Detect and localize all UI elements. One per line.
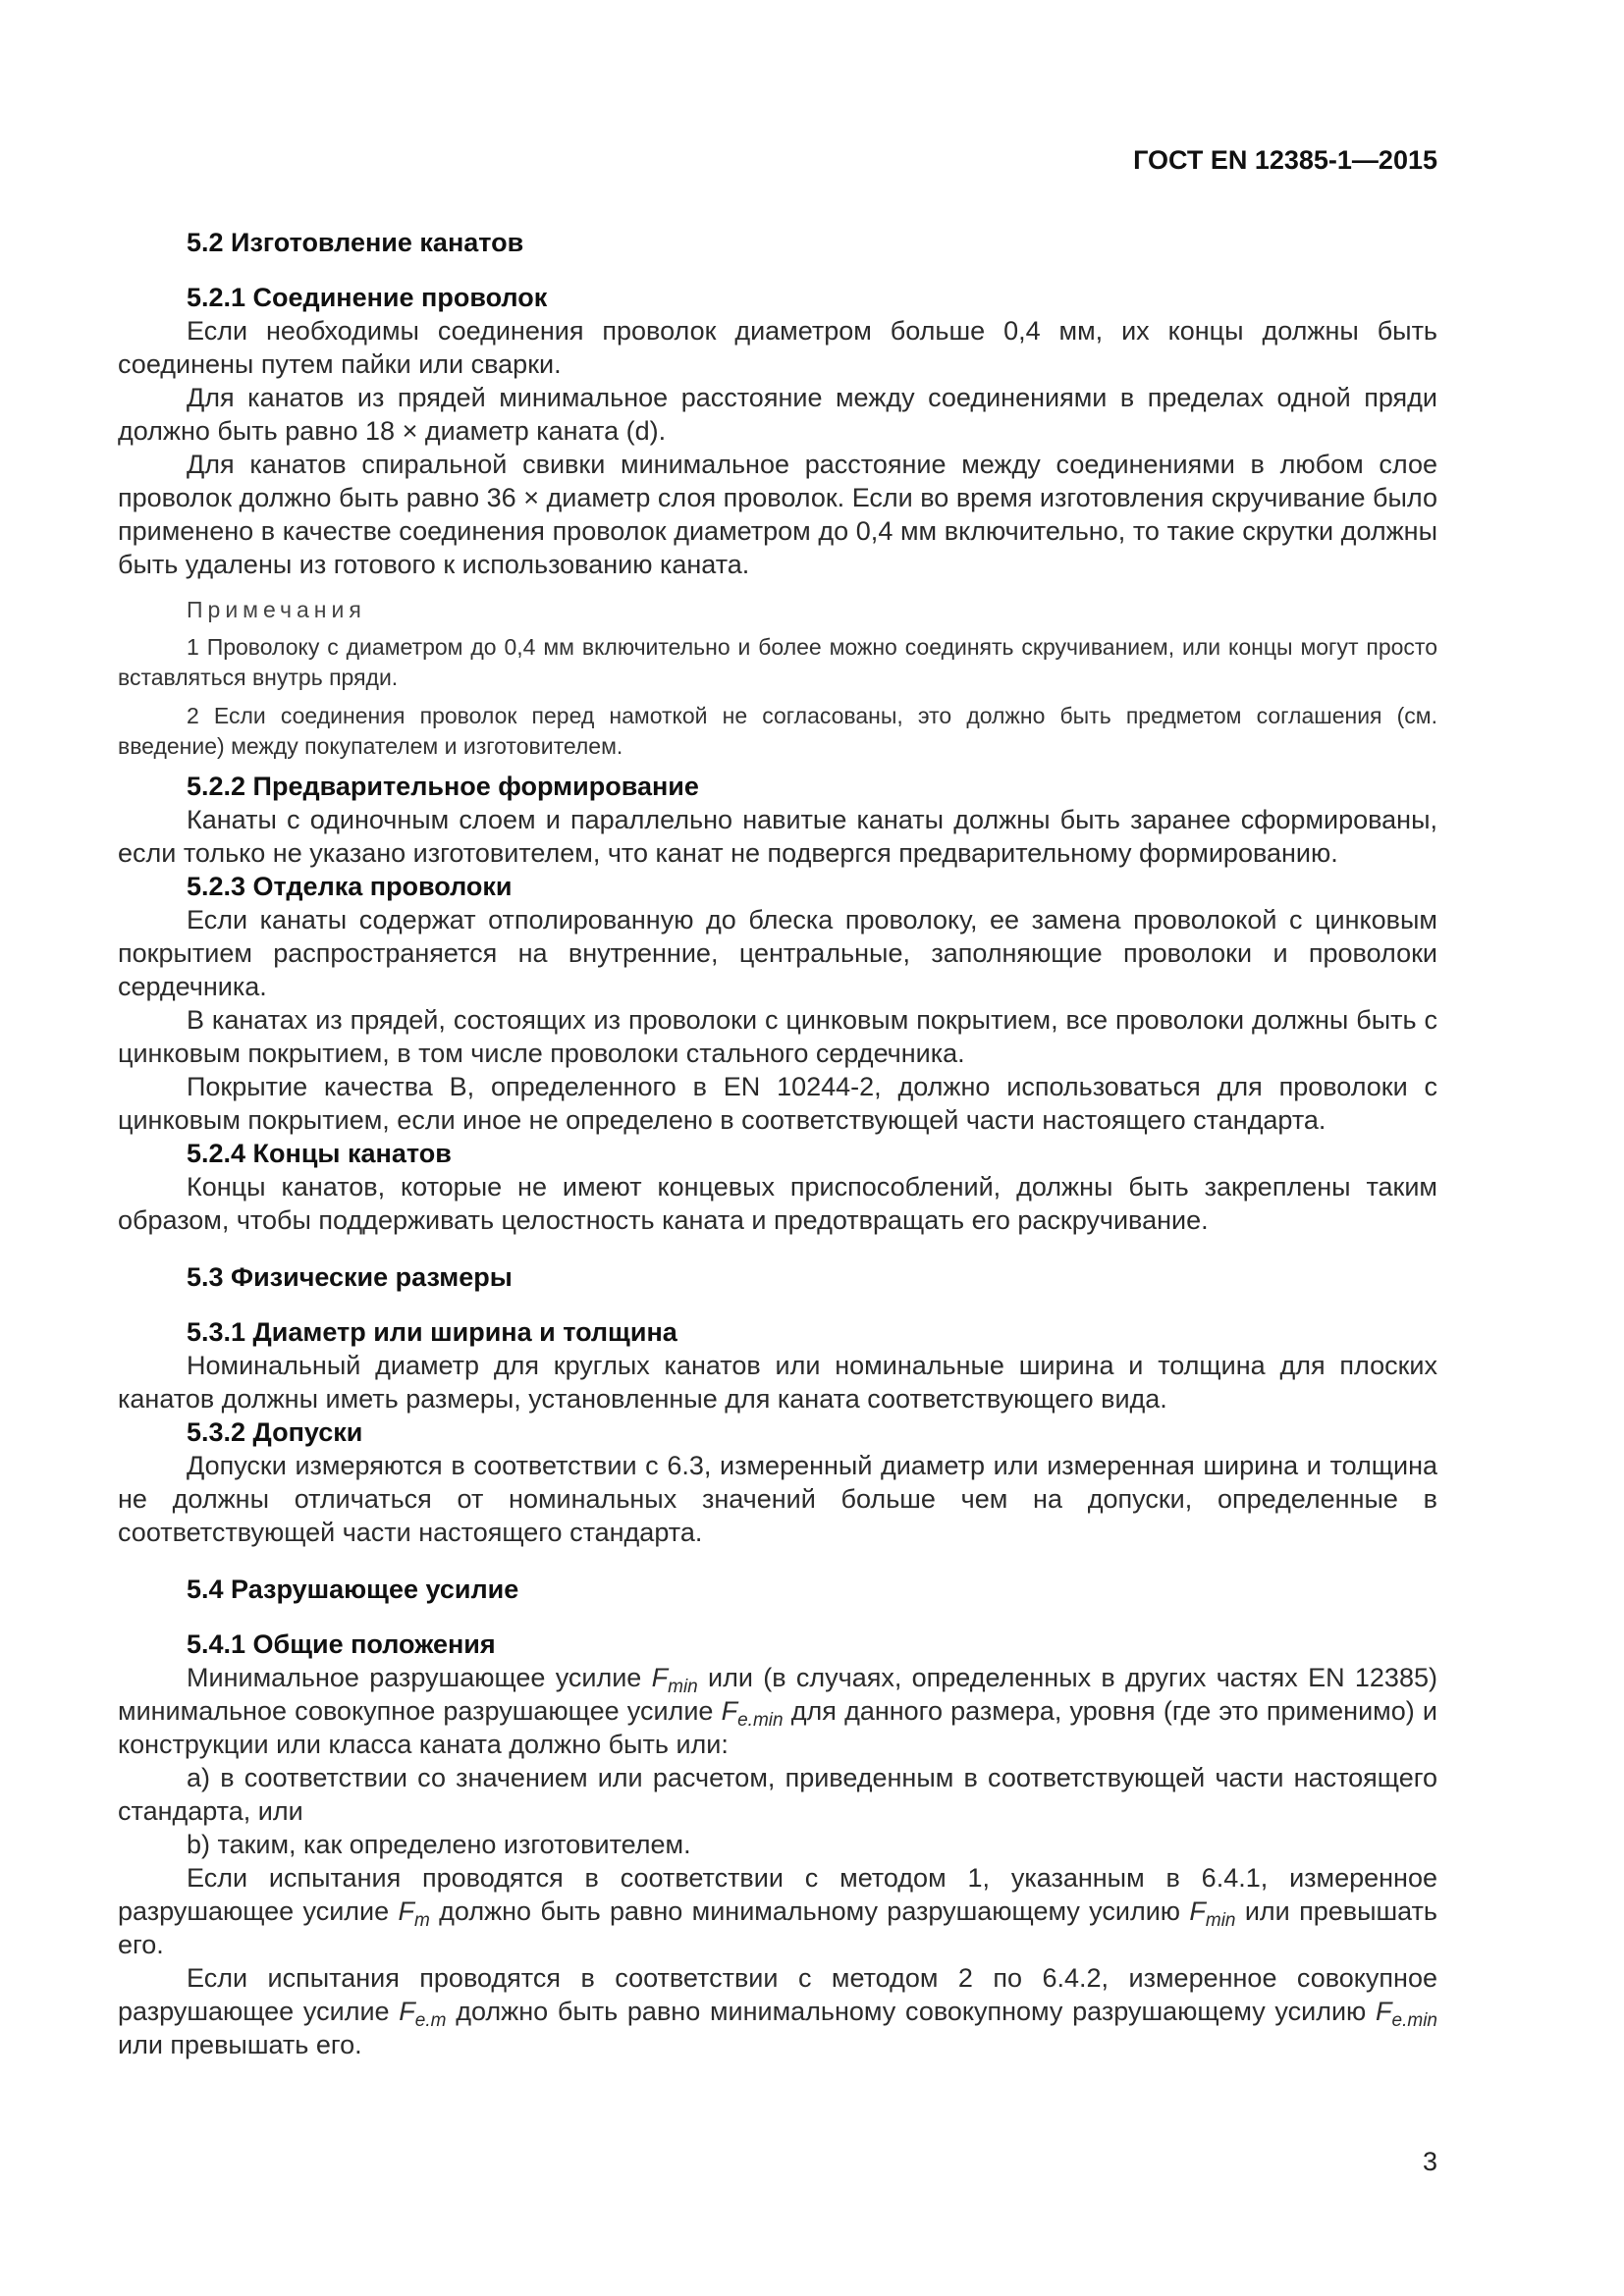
text-run: должно быть равно минимальному совокупному разрушающему усилию (446, 1997, 1377, 2026)
note-1: 1 Проволоку с диаметром до 0,4 мм включительно и более можно соединять скручиванием, или концы могут просто вставляться внутрь пряди. (118, 634, 1437, 690)
paragraph: Если канаты содержат отполированную до блеска проволоку, ее замена проволокой с цинковым покрытием распространяется на внутренние, центральные, заполняющие проволоки и проволоки сердечника. (118, 905, 1437, 1001)
page-number: 3 (1422, 2147, 1437, 2176)
paragraph: В канатах из прядей, состоящих из проволоки с цинковым покрытием, все проволоки должны быть с цинковым покрытием, в том числе проволоки стального сердечника. (118, 1005, 1437, 1068)
text-run: для данного размера, уровня (где это применимо) и конструкции или класса каната должно быть или: (118, 1696, 1437, 1759)
symbol-f: F (651, 1663, 669, 1692)
text-run: Если испытания проводятся в соответствии с методом 1, указанным в 6.4.1, измеренное разрушающее усилие (118, 1863, 1437, 1926)
list-item-a: a) в соответствии со значением или расчетом, приведенным в соответствующей части настоящего стандарта, или (118, 1763, 1437, 1826)
paragraph: Для канатов спиральной свивки минимальное расстояние между соединениями в любом слое проволок должно быть равно 36 × диаметр слоя проволок. Если во время изготовления скручивание было применено в качестве соединения проволок диаметром до 0,4 мм включительно, то такие скрутки должны быть удалены из готового к использованию каната. (118, 450, 1437, 579)
symbol-f: F (1376, 1997, 1392, 2026)
text-run: или превышать его. (118, 2030, 362, 2059)
paragraph-method-1 (118, 1861, 1437, 1961)
paragraph: Для канатов из прядей минимальное расстояние между соединениями в пределах одной пряди должно быть равно 18 × диаметр каната (d). (118, 383, 1437, 446)
symbol-f: F (1189, 1896, 1206, 1926)
section-title-5-3: 5.3 Физические размеры (187, 1262, 513, 1292)
paragraph: Если необходимы соединения проволок диаметром больше 0,4 мм, их концы должны быть соединены путем пайки или сварки. (118, 316, 1437, 379)
document-body (118, 226, 1437, 2061)
notes-heading: Примечания (187, 597, 366, 622)
text-run: Минимальное разрушающее усилие (187, 1663, 652, 1692)
subsection-title-5-3-2: 5.3.2 Допуски (187, 1417, 363, 1447)
spacer (118, 1237, 1437, 1260)
symbol-f: F (398, 1896, 414, 1926)
note-2: 2 Если соединения проволок перед намоткой не согласованы, это должно быть предметом соглашения (см. введение) между покупателем и изготовителем. (118, 703, 1437, 759)
subsection-title-5-2-1: 5.2.1 Соединение проволок (187, 283, 548, 312)
paragraph: Покрытие качества B, определенного в EN 10244-2, должно использоваться для проволоки с цинковым покрытием, если иное не определено в соответствующей части настоящего стандарта. (118, 1072, 1437, 1135)
subscript: e.min (1391, 2010, 1437, 2031)
paragraph-method-2 (118, 1961, 1437, 2061)
subsection-title-5-2-2: 5.2.2 Предварительное формирование (187, 772, 699, 801)
section-title-5-4: 5.4 Разрушающее усилие (187, 1575, 519, 1604)
paragraph: Канаты с одиночным слоем и параллельно навитые канаты должны быть заранее сформированы, если только не указано изготовителем, что канат не подвергся предварительному формированию. (118, 805, 1437, 868)
symbol-f: F (721, 1696, 738, 1726)
paragraph: Номинальный диаметр для круглых канатов или номинальные ширина и толщина для плоских канатов должны иметь размеры, установленные для каната соответствующего вида. (118, 1351, 1437, 1414)
subsection-title-5-4-1: 5.4.1 Общие положения (187, 1629, 496, 1659)
document-header-id: ГОСТ EN 12385-1—2015 (1133, 145, 1437, 175)
subsection-title-5-2-3: 5.2.3 Отделка проволоки (187, 872, 513, 901)
subscript: min (1205, 1910, 1236, 1931)
subscript: min (668, 1677, 698, 1697)
subscript: e.min (737, 1710, 784, 1731)
list-item-b: b) таким, как определено изготовителем. (187, 1830, 691, 1859)
text-run: или превышать его. (118, 1896, 1437, 1959)
subscript: e.m (414, 2010, 447, 2031)
text-run: Если испытания проводятся в соответствии с методом 2 по 6.4.2, измеренное совокупное разрушающее усилие (118, 1963, 1437, 2026)
spacer (118, 1549, 1437, 1573)
section-title-5-2: 5.2 Изготовление канатов (187, 228, 524, 257)
subsection-title-5-2-4: 5.2.4 Концы канатов (187, 1139, 452, 1168)
paragraph: Допуски измеряются в соответствии с 6.3, измеренный диаметр или измеренная ширина и толщина не должны отличаться от номинальных значений больше чем на допуски, определенные в соответствующей части настоящего стандарта. (118, 1451, 1437, 1547)
subscript: m (413, 1910, 430, 1931)
symbol-f: F (399, 1997, 415, 2026)
paragraph: Концы канатов, которые не имеют концевых приспособлений, должны быть закреплены таким образом, чтобы поддерживать целостность каната и предотвращать его раскручивание. (118, 1172, 1437, 1235)
subsection-title-5-3-1: 5.3.1 Диаметр или ширина и толщина (187, 1317, 677, 1347)
text-run: или (в случаях, определенных в других частях EN 12385) минимальное совокупное разрушающее усилие (118, 1663, 1437, 1726)
paragraph-breaking-force (118, 1661, 1437, 1761)
text-run: должно быть равно минимальному разрушающему усилию (429, 1896, 1190, 1926)
